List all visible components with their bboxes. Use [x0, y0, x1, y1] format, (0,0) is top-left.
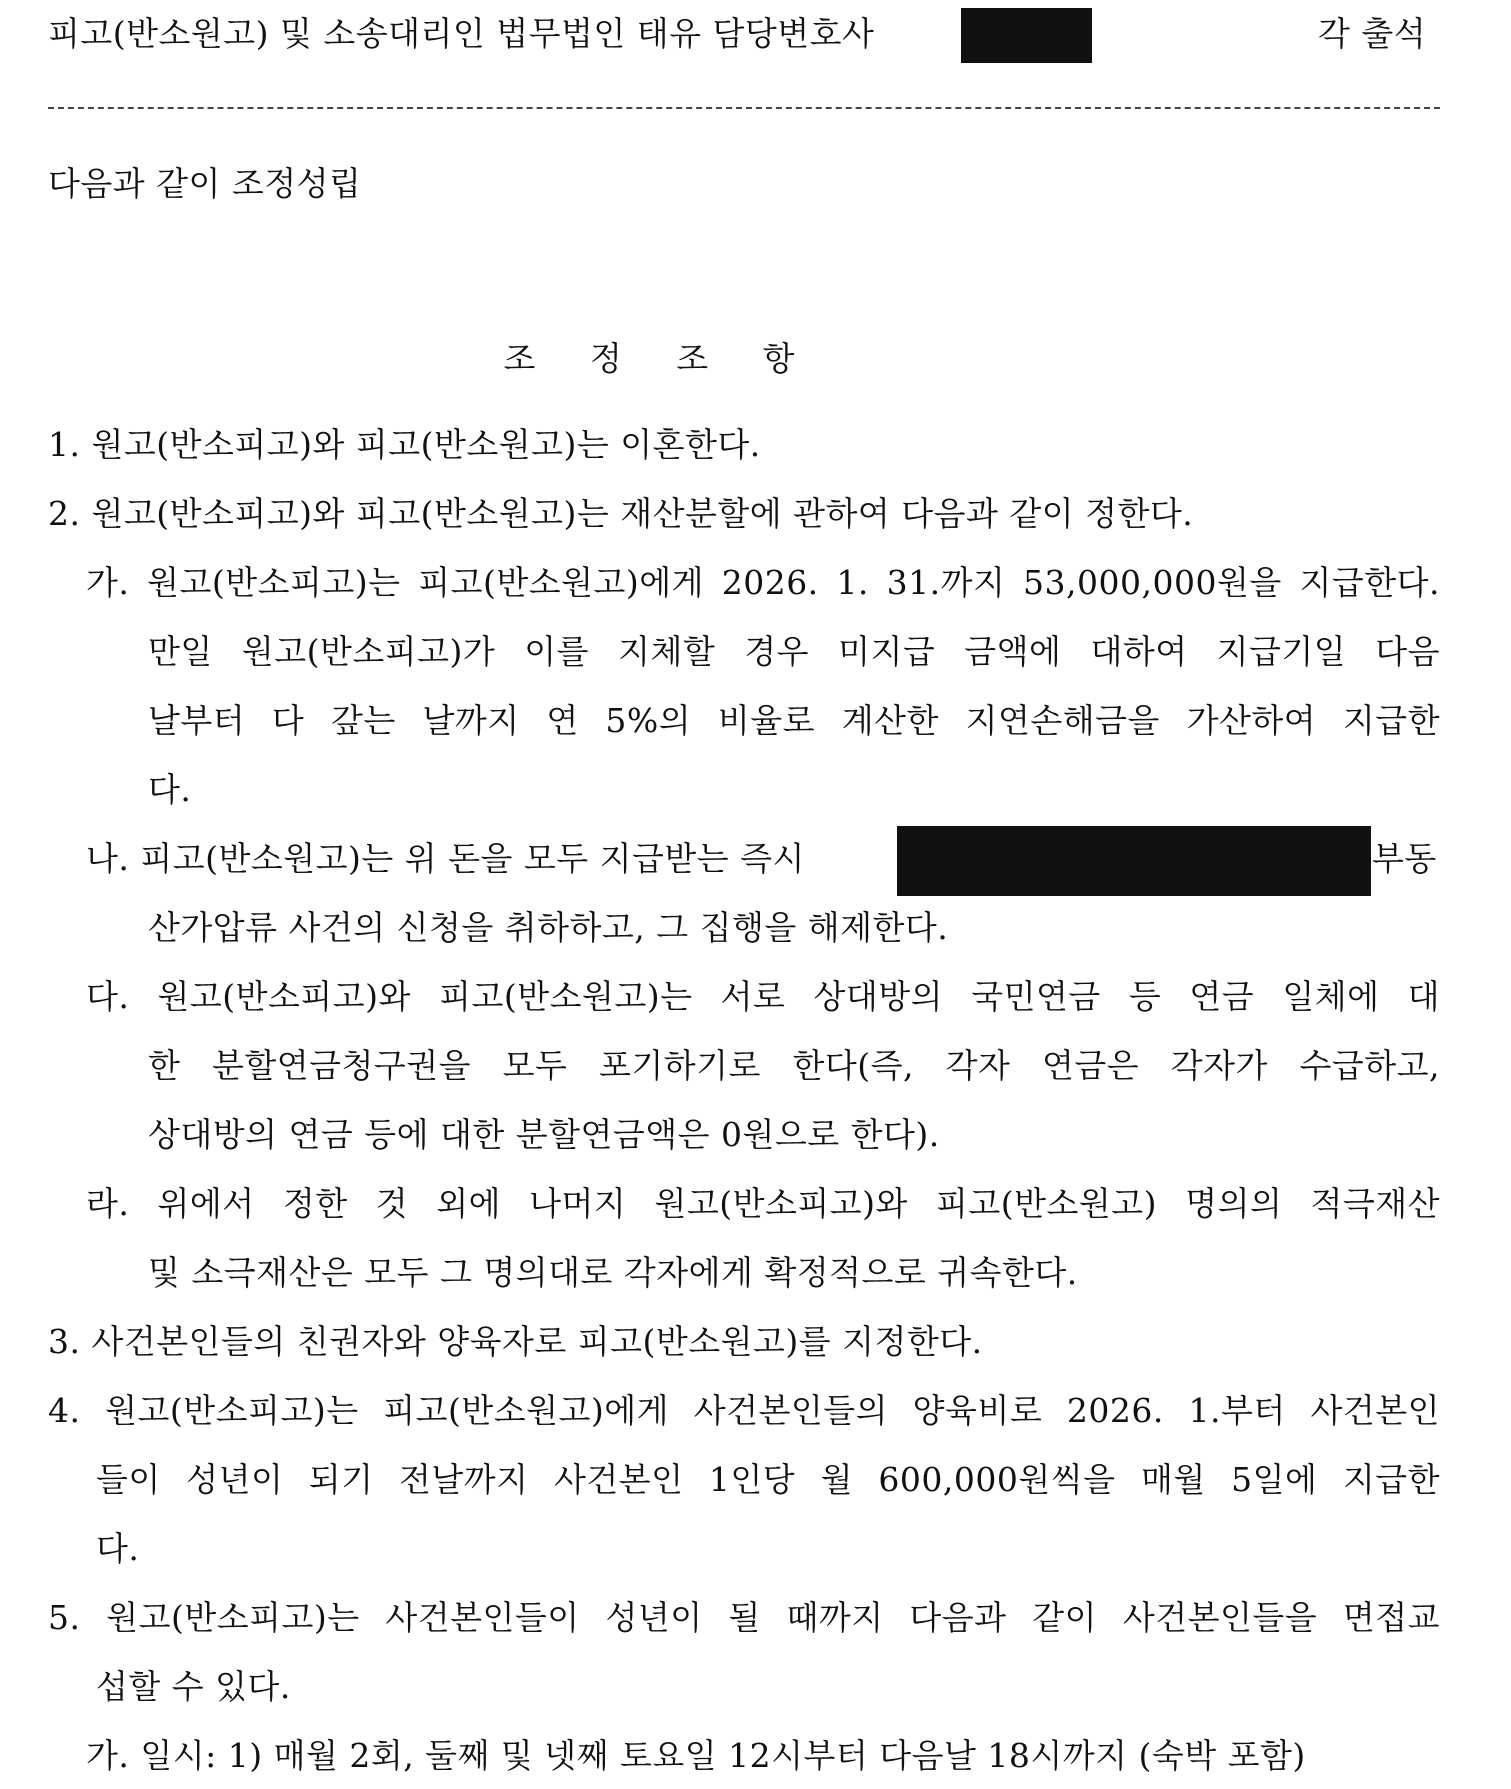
redaction-attorney-name: [961, 8, 1092, 63]
header-attendance: 각 출석: [1318, 14, 1427, 53]
clause-4: 4. 원고(반소피고)는 피고(반소원고)에게 사건본인들의 양육비로 2026. 1.부터 사건본인: [48, 1391, 1440, 1430]
clause-2-ga-cont-2: 날부터 다 갚는 날까지 연 5%의 비율로 계산한 지연손해금을 가산하여 지급한: [148, 701, 1440, 740]
clause-2-ga: 가. 원고(반소피고)는 피고(반소원고)에게 2026. 1. 31.까지 53,000,000원을 지급한다.: [86, 563, 1440, 602]
dashed-divider: [48, 107, 1440, 109]
clause-2-ga-cont-1: 만일 원고(반소피고)가 이를 지체할 경우 미지급 금액에 대하여 지급기일 다음: [148, 632, 1440, 671]
clause-2-na-tail: 부동: [1372, 839, 1437, 878]
clause-1: 1. 원고(반소피고)와 피고(반소원고)는 이혼한다.: [48, 425, 761, 464]
clause-5: 5. 원고(반소피고)는 사건본인들이 성년이 될 때까지 다음과 같이 사건본인들을 면접교: [48, 1598, 1440, 1637]
clause-2: 2. 원고(반소피고)와 피고(반소원고)는 재산분할에 관하여 다음과 같이 정한다.: [48, 494, 1194, 533]
clause-4-cont-1: 들이 성년이 되기 전날까지 사건본인 1인당 월 600,000원씩을 매월 5일에 지급한: [96, 1460, 1440, 1499]
section-title: 조 정 조 항: [503, 339, 817, 378]
clause-2-da-cont-2: 상대방의 연금 등에 대한 분할연금액은 0원으로 한다).: [148, 1115, 940, 1154]
clause-4-cont-2: 다.: [96, 1529, 140, 1568]
clause-3: 3. 사건본인들의 친권자와 양육자로 피고(반소원고)를 지정한다.: [48, 1322, 983, 1361]
clause-5-ga: 가. 일시: 1) 매월 2회, 둘째 및 넷째 토요일 12시부터 다음날 18시까지 (숙박 포함): [86, 1736, 1306, 1775]
clause-2-na-cont: 산가압류 사건의 신청을 취하하고, 그 집행을 해제한다.: [148, 908, 949, 947]
clause-2-ra-cont: 및 소극재산은 모두 그 명의대로 각자에게 확정적으로 귀속한다.: [148, 1253, 1078, 1292]
header-party-line: 피고(반소원고) 및 소송대리인 법무법인 태유 담당변호사: [48, 14, 875, 53]
clause-2-da-cont-1: 한 분할연금청구권을 모두 포기하기로 한다(즉, 각자 연금은 각자가 수급하고,: [148, 1046, 1440, 1085]
clause-2-da: 다. 원고(반소피고)와 피고(반소원고)는 서로 상대방의 국민연금 등 연금 일체에 대: [86, 977, 1440, 1016]
clause-2-na: 나. 피고(반소원고)는 위 돈을 모두 지급받는 즉시: [86, 839, 805, 878]
clause-2-ra: 라. 위에서 정한 것 외에 나머지 원고(반소피고)와 피고(반소원고) 명의의 적극재산: [86, 1184, 1440, 1223]
intro-text: 다음과 같이 조정성립: [48, 164, 362, 203]
redaction-case-number: [897, 826, 1371, 896]
clause-2-ga-cont-3: 다.: [148, 770, 192, 809]
clause-5-cont: 섭할 수 있다.: [96, 1667, 291, 1706]
